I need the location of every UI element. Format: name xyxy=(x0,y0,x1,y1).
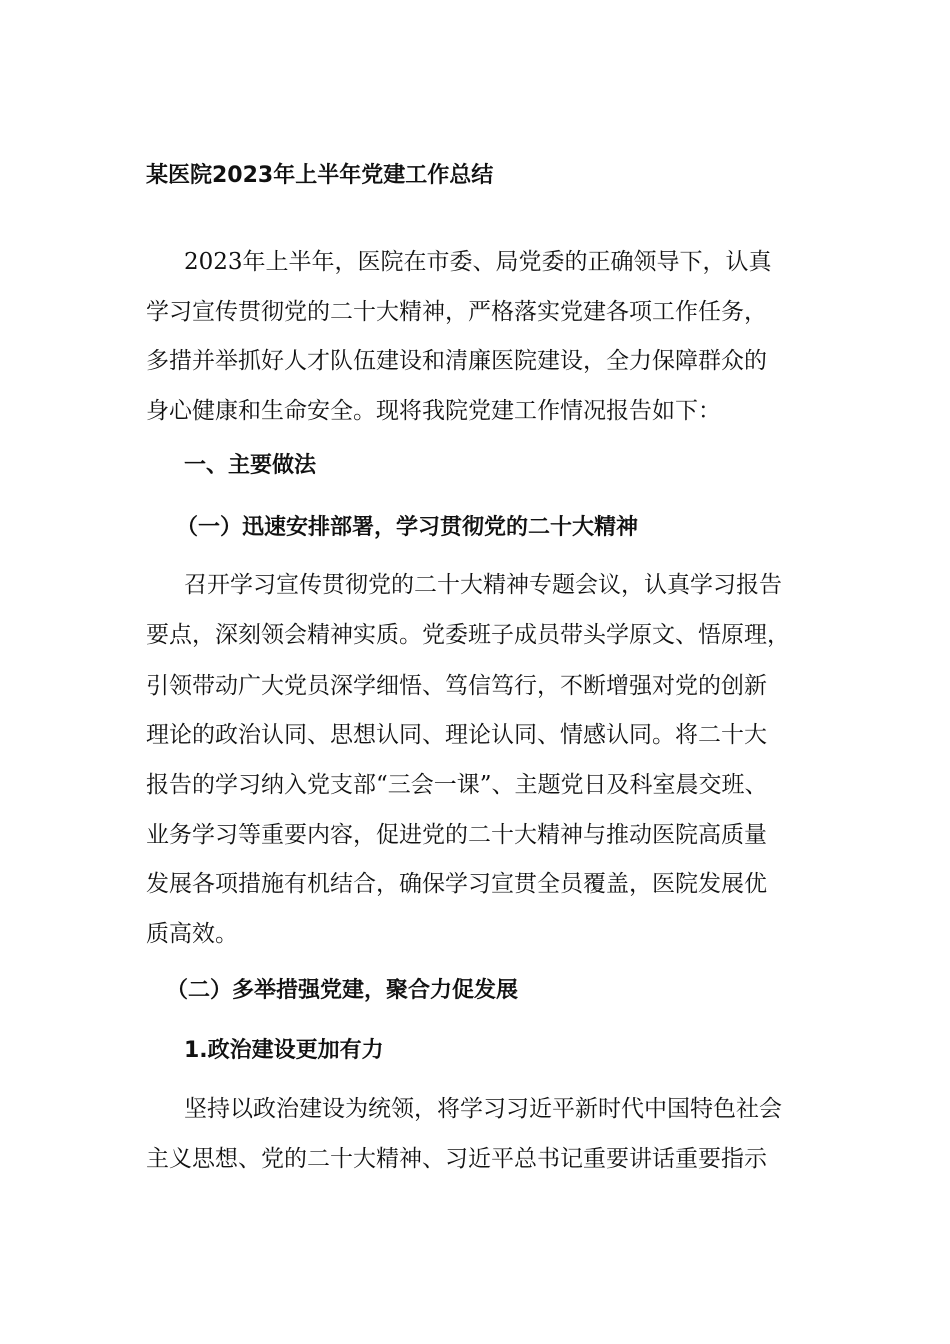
paragraph-line: 主义思想、党的二十大精神、习近平总书记重要讲话重要指示 xyxy=(146,1146,767,1172)
subsection-heading-1: （一）迅速安排部署，学习贯彻党的二十大精神 xyxy=(176,515,639,540)
point-heading-1: 1.政治建设更加有力 xyxy=(184,1038,384,1063)
paragraph-line: 引领带动广大党员深学细悟、笃信笃行，不断增强对党的创新 xyxy=(146,673,767,699)
intro-line: 学习宣传贯彻党的二十大精神，严格落实党建各项工作任务， xyxy=(146,299,767,325)
paragraph-line: 召开学习宣传贯彻党的二十大精神专题会议，认真学习报告 xyxy=(184,572,782,598)
document-title: 某医院2023年上半年党建工作总结 xyxy=(146,163,494,188)
paragraph-line: 质高效。 xyxy=(146,921,238,947)
paragraph-line: 坚持以政治建设为统领，将学习习近平新时代中国特色社会 xyxy=(184,1096,782,1122)
intro-line: 2023年上半年，医院在市委、局党委的正确领导下，认真 xyxy=(184,249,772,275)
section-heading-main-practices: 一、主要做法 xyxy=(184,453,317,478)
paragraph-line: 要点，深刻领会精神实质。党委班子成员带头学原文、悟原理， xyxy=(146,622,790,648)
paragraph-line: 报告的学习纳入党支部“三会一课”、主题党日及科室晨交班、 xyxy=(146,772,768,798)
intro-line: 身心健康和生命安全。现将我院党建工作情况报告如下： xyxy=(146,398,721,424)
paragraph-line: 发展各项措施有机结合，确保学习宣贯全员覆盖，医院发展优 xyxy=(146,871,767,897)
paragraph-line: 理论的政治认同、思想认同、理论认同、情感认同。将二十大 xyxy=(146,722,767,748)
paragraph-line: 业务学习等重要内容，促进党的二十大精神与推动医院高质量 xyxy=(146,822,767,848)
intro-line: 多措并举抓好人才队伍建设和清廉医院建设，全力保障群众的 xyxy=(146,348,767,374)
subsection-heading-2: （二）多举措强党建，聚合力促发展 xyxy=(166,978,519,1003)
